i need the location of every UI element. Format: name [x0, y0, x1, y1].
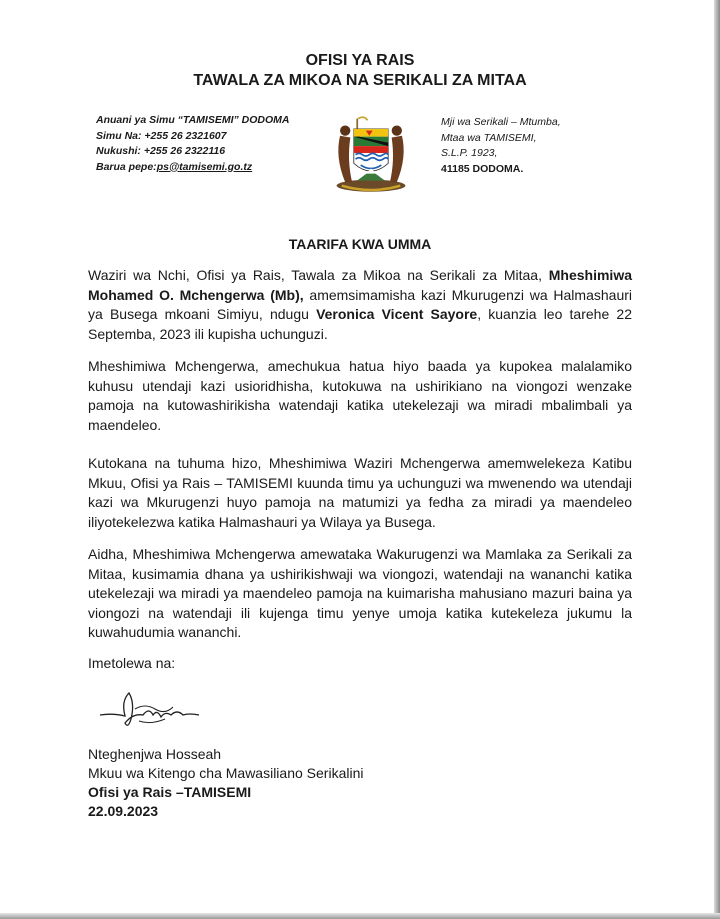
- email-link[interactable]: ps@tamisemi.go.tz: [156, 160, 253, 173]
- signatory-name: Nteghenjwa Hosseah: [88, 746, 222, 762]
- p1-text-e: , kuanzia leo tarehe 22 Septemba, 2023 ili kupisha uchunguzi.: [88, 306, 632, 342]
- paragraph-1: [88, 266, 632, 344]
- notice-title: TAARIFA KWA UMMA: [288, 236, 432, 252]
- paragraph-3: Kutokana na tuhuma hizo, Mheshimiwa Waziri Mchengerwa amemwelekeza Katibu Mkuu, Ofisi ya Rais – TAMISEMI kuunda timu ya uchunguzi wa mwenendo wa utendaji kazi wa Mkurugenzi huyo pamoja na matumizi ya fedha za miradi ya maendeleo iliyotekelezwa katika Halmashauri ya Wilaya ya Busega.: [88, 455, 632, 530]
- signatory-office: Ofisi ya Rais –TAMISEMI: [88, 784, 252, 800]
- issue-date: 22.09.2023: [88, 803, 159, 819]
- p1-text-a: Waziri wa Nchi, Ofisi ya Rais, Tawala za Mikoa na Serikali za Mitaa,: [88, 267, 549, 283]
- postal-line-1: Mji wa Serikali – Mtumba,: [441, 116, 561, 128]
- contact-block-right: [441, 115, 561, 177]
- header-office-title: OFISI YA RAIS: [305, 52, 415, 69]
- signatory-block: [88, 745, 363, 821]
- postal-line-4: 41185 DODOMA.: [441, 162, 524, 175]
- coat-of-arms-emblem: [328, 110, 414, 196]
- signatory-title: Mkuu wa Kitengo cha Mawasiliano Serikalini: [88, 765, 364, 781]
- page-edge-shadow-right: [714, 0, 720, 919]
- header-ministry-title: TAWALA ZA MIKOA NA SERIKALI ZA MITAA: [193, 72, 527, 89]
- minister-name: Mheshimiwa Mohamed O. Mchengerwa (Mb),: [88, 267, 632, 303]
- email-label: Barua pepe:: [96, 160, 157, 173]
- telegram-address: Anuani ya Simu “TAMISEMI” DODOMA: [96, 114, 290, 126]
- issued-by-label: Imetolewa na:: [88, 655, 176, 671]
- postal-line-2: Mtaa wa TAMISEMI,: [441, 131, 537, 144]
- paragraph-4: Aidha, Mheshimiwa Mchengerwa amewataka Wakurugenzi wa Mamlaka za Serikali za Mitaa, kusimamia dhana ya ushirikishwaji wa viongozi, watendaji na wananchi katika utekelezaji wa miradi ya maendeleo pamoja na kuimarisha mahusiano mazuri baina ya viongozi na watendaji ili kujenga timu yenye umoja katika kutekeleza jukumu la kuwahudumia wananchi.: [88, 546, 632, 640]
- postal-line-3: S.L.P. 1923,: [441, 147, 498, 159]
- page-edge-shadow-bottom: [0, 913, 720, 919]
- director-name: Veronica Vicent Sayore: [316, 306, 478, 322]
- paragraph-2: Mheshimiwa Mchengerwa, amechukua hatua hiyo baada ya kupokea malalamiko kuhusu utendaji kazi usioridhisha, kutokuwa na ushirikiano na viongozi wenzake pamoja na kutowashirikisha watendaji katika utekelezaji wa miradi mbalimbali ya maendeleo.: [88, 358, 632, 433]
- phone-number: Simu Na: +255 26 2321607: [96, 129, 227, 142]
- contact-block-left: [96, 113, 289, 175]
- p1-text-c: amemsimamisha kazi Mkurugenzi wa Halmashauri ya Busega mkoani Simiyu, ndugu: [88, 286, 632, 322]
- email-line: [96, 160, 289, 176]
- fax-number: Nukushi: +255 26 2322116: [96, 145, 226, 157]
- signature: [95, 685, 205, 733]
